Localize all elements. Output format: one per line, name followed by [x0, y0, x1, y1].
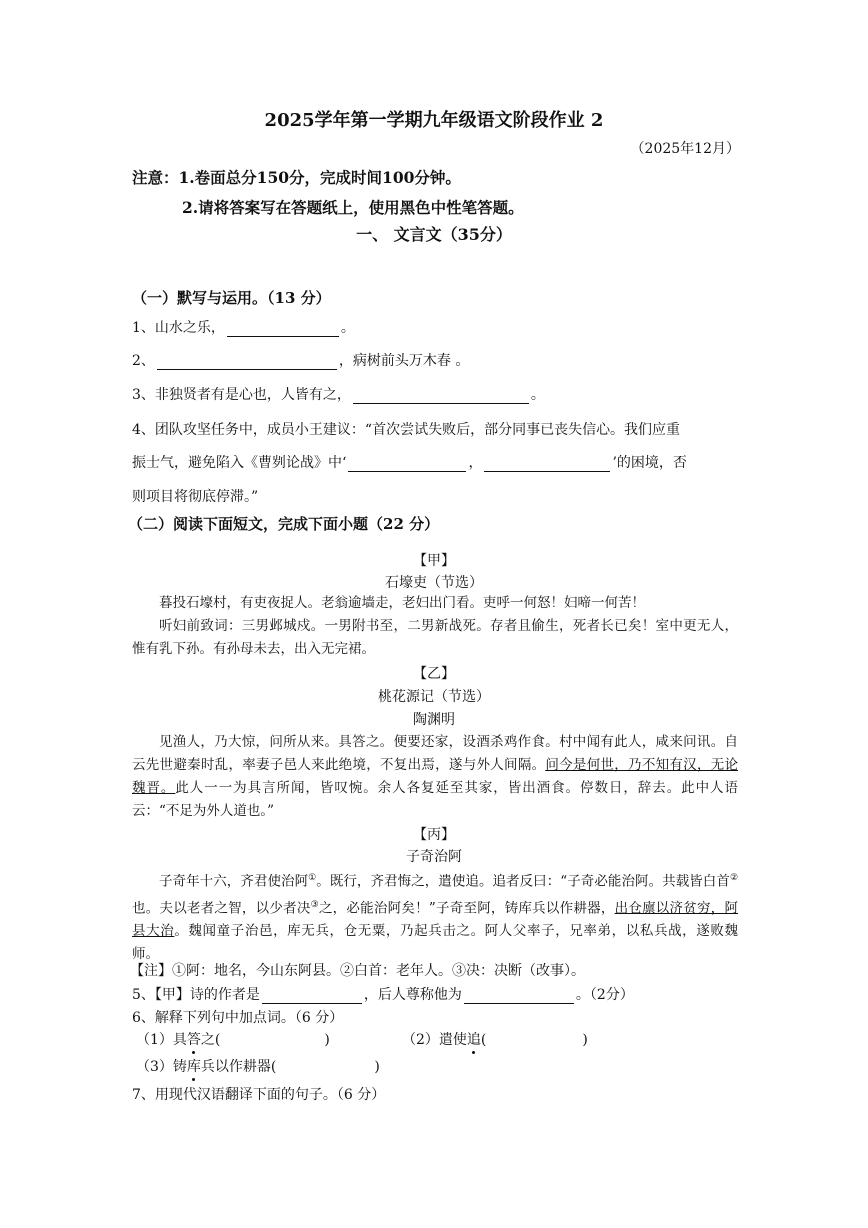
q2-answer-blank[interactable] — [157, 354, 337, 370]
q5-answer-blank-2[interactable] — [464, 988, 574, 1004]
passage-c-title: 子奇治阿 — [406, 849, 462, 865]
passage-notes: 【注】①阿：地名，今山东阿县。②白首：老年人。③决：决断（改事）。 — [130, 963, 585, 979]
q3-end: 。 — [530, 387, 545, 403]
passage-a-title: 石壕吏（节选） — [385, 575, 483, 591]
q4-answer-blank-2[interactable] — [484, 456, 610, 472]
question-7: 7、用现代汉语翻译下面的句子。（6 分） — [132, 1087, 386, 1103]
q1-text: 1、山水之乐， — [132, 320, 225, 336]
notice-line-2: 2.请将答案写在答题纸上，使用黑色中性笔答题。 — [182, 198, 524, 217]
q6-item-1-dotted-word: 答 — [186, 1032, 201, 1048]
q1-answer-blank[interactable] — [227, 321, 339, 337]
q4-answer-blank-1[interactable] — [348, 456, 466, 472]
q1-end: 。 — [340, 320, 355, 336]
question-5: 5、【甲】诗的作者是 ，后人尊称他为 。（2分） — [132, 987, 634, 1003]
underlined-sentence-b: 问今是何世，乃不知有汉，无论魏晋。 — [132, 757, 739, 796]
question-6-heading: 6、解释下列句中加点词。（6 分） — [132, 1010, 344, 1026]
passage-c-paragraph: 子奇年十六，齐君使治阿①。既行，齐君悔之，遣使追。追者反曰：“子奇必能治阿。共载皆白首②也。夫以老者之智，以少者决③之，必能治阿矣！”子奇至阿，铸库兵以作耕器，出仓廪以济贫穷，阿县大治。魏闻童子治邑，库无兵，仓无粟，乃起兵击之。阿人父率子，兄率弟，以私兵战，遂败魏师。 — [132, 873, 739, 962]
notice-line-1: 注意：1.卷面总分150分，完成时间100分钟。 — [132, 168, 461, 187]
question-4-line-2 — [132, 452, 687, 472]
section-heading: 一、 文言文（35分） — [356, 225, 512, 244]
q6-item-3-dotted-word: 库 — [186, 1059, 201, 1075]
question-3 — [132, 384, 545, 404]
question-4-line-3: 则项目将彻底停滞。” — [132, 489, 259, 505]
passage-b-author: 陶渊明 — [413, 712, 455, 728]
page-title: 2025学年第一学期九年级语文阶段作业 2 — [264, 110, 604, 131]
q6-item-2-dotted-word: 追 — [466, 1032, 481, 1048]
q5-answer-blank-1[interactable] — [262, 988, 362, 1004]
question-4-line-1: 4、团队攻坚任务中，成员小王建议：“首次尝试失败后，部分同事已丧失信心。我们应重 — [132, 422, 681, 438]
q4-comma: ， — [468, 455, 483, 471]
footnote-ref-1: ① — [308, 873, 317, 883]
question-2 — [132, 350, 469, 370]
q2-text: ，病树前头万木春 。 — [338, 353, 470, 369]
footnote-ref-2: ② — [729, 873, 739, 883]
footnote-ref-3: ③ — [310, 899, 319, 910]
exam-date: （2025年12月） — [630, 141, 740, 157]
q3-answer-blank[interactable] — [353, 388, 529, 404]
passage-a-label: 【甲】 — [413, 553, 455, 569]
question-1 — [132, 317, 355, 337]
q4-text-end: ’的困境，否 — [612, 455, 687, 471]
part2-heading: （二）阅读下面短文，完成下面小题（22 分） — [128, 515, 440, 533]
q2-number: 2、 — [132, 353, 155, 369]
passage-b-paragraph: 见渔人，乃大惊，问所从来。具答之。便要还家，设酒杀鸡作食。村中闻有此人，咸来问讯。自云先世避秦时乱，率妻子邑人来此绝境，不复出焉，遂与外人间隔。问今是何世，乃不知有汉，无论魏晋。此人一一为具言所闻，皆叹惋。余人各复延至其家，皆出酒食。停数日，辞去。此中人语云：“不足为外人道也。” — [132, 734, 739, 819]
passage-b-title: 桃花源记（节选） — [378, 689, 490, 705]
q6-item-1: （1）具答之( ) — [136, 1032, 330, 1048]
q4-text: 振士气，避免陷入《曹刿论战》中‘ — [132, 455, 347, 471]
underlined-sentence-c: 出仓廪以济贫穷，阿县大治 — [132, 900, 739, 939]
q6-item-2: （2）遣使追( ) — [402, 1032, 588, 1048]
passage-a-paragraph-2: 听妇前致词：三男邺城戍。一男附书至，二男新战死。存者且偷生，死者长已矣！室中更无人，惟有乳下孙。有孙母未去，出入无完裙。 — [132, 618, 738, 657]
part1-heading: （一）默写与运用。（13 分） — [132, 289, 331, 307]
passage-a-paragraph-1: 暮投石壕村，有吏夜捉人。老翁逾墙走，老妇出门看。吏呼一何怒！妇啼一何苦！ — [159, 595, 645, 611]
passage-b-label: 【乙】 — [413, 666, 455, 682]
q3-text: 3、非独贤者有是心也，人皆有之， — [132, 387, 351, 403]
q6-item-3: （3）铸库兵以作耕器( ) — [136, 1059, 380, 1075]
passage-c-label: 【丙】 — [413, 827, 455, 843]
